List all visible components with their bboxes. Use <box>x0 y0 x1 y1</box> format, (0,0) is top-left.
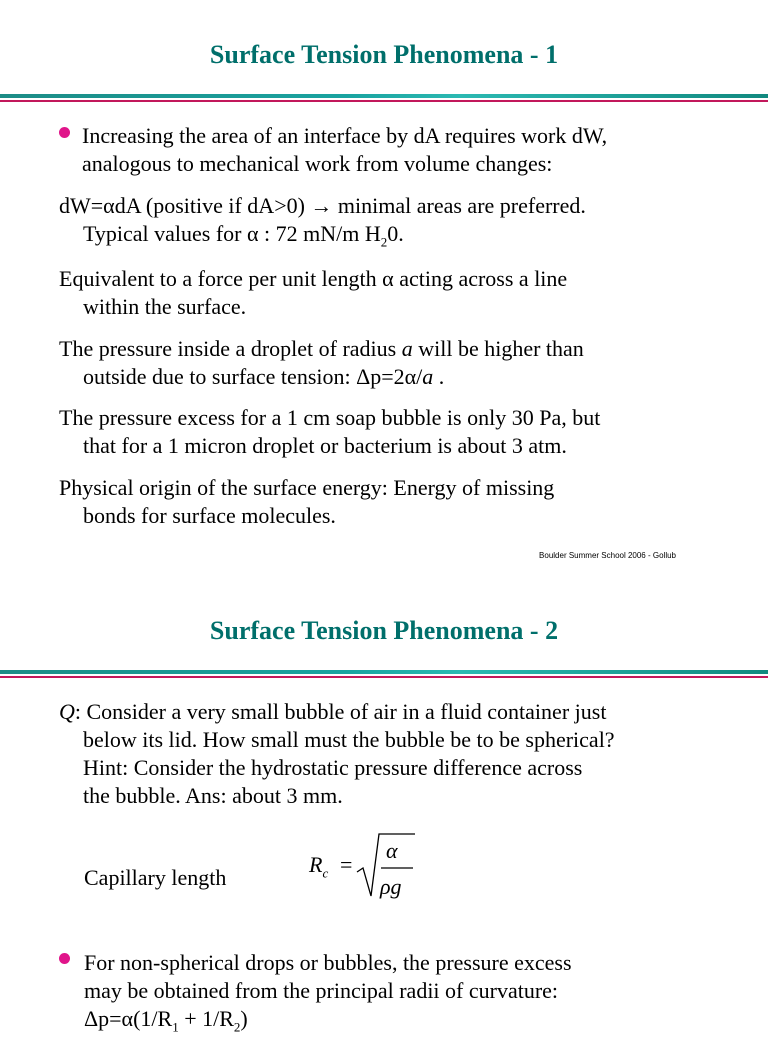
slide2-question: Q: Consider a very small bubble of air in a fluid container just below its lid. How small must the bubble be to be spherical? Hint: Consider the hydrostatic pressure difference across the bubble. Ans: about 3 mm. <box>59 699 615 808</box>
slide1-paragraph-2: dW=αdA (positive if dA>0) → minimal areas are preferred. Typical values for α : 72 mN/m $H_20$. <box>59 193 586 250</box>
formula-numerator: α <box>386 838 398 863</box>
slide1-paragraph-4: The pressure inside a droplet of radius a will be higher than outside due to surface tension: Δp=2α/a . <box>59 336 584 389</box>
slide1-paragraph-3: Equivalent to a force per unit length α acting across a line within the surface. <box>59 266 568 319</box>
slide2-title: Surface Tension Phenomena - 2 <box>209 616 559 645</box>
slide1-divider <box>0 94 768 102</box>
capillary-length-label: Capillary length <box>84 865 227 890</box>
slide1-paragraph-1: Increasing the area of an interface by dA requires work dW, analogous to mechanical work from volume changes: <box>82 123 608 176</box>
slide1-title: Surface Tension Phenomena - 1 <box>209 40 559 69</box>
slide2-paragraph-2: For non-spherical drops or bubbles, the pressure excess may be obtained from the principal radii of curvature: $\Delta p=\alpha(1/R_1 + 1/R_2)$ <box>84 950 572 1035</box>
formula-equals: = <box>340 852 353 877</box>
bullet-icon <box>59 953 70 964</box>
slide1-paragraph-6: Physical origin of the surface energy: Energy of missing bonds for surface molecules. <box>59 475 555 528</box>
slide2-divider <box>0 670 768 678</box>
formula-lhs: $R_c$ <box>309 852 329 881</box>
bullet-icon <box>59 127 70 138</box>
slide1-paragraph-5: The pressure excess for a 1 cm soap bubble is only 30 Pa, but that for a 1 micron droplet or bacterium is about 3 atm. <box>59 405 601 458</box>
formula-denominator: ρg <box>380 874 402 899</box>
slide1-footer: Boulder Summer School 2006 - Gollub <box>539 551 676 560</box>
